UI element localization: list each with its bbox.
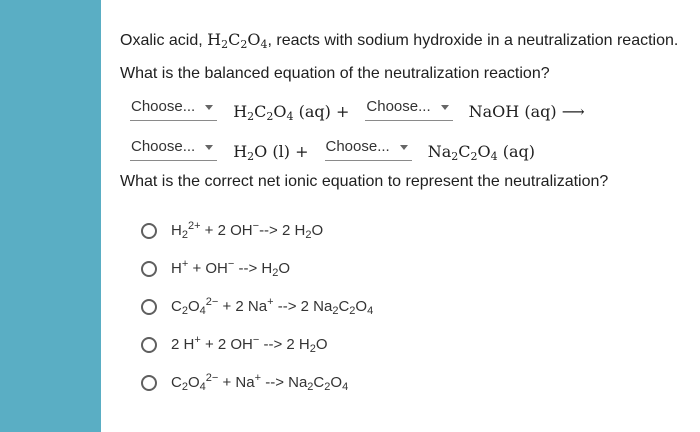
water-term: $H_2O$ (l) + (233, 142, 309, 163)
answer-option-2[interactable]: H+ + OH− --> $H_2O$ (141, 260, 290, 277)
question-1-prompt: What is the balanced equation of the neutralization reaction? (120, 65, 550, 82)
question-1-text: Oxalic acid, $H_2C_2O_4$, reacts with sodium hydroxide in a neutralization reaction. (120, 30, 679, 51)
answer-option-5[interactable]: $C_2O_4^{2-} + Na^+$ --> $Na_2C_2O_4$ (141, 374, 348, 391)
reaction-arrow: ⟶ (561, 102, 585, 121)
chevron-down-icon (400, 145, 408, 150)
radio-button[interactable] (141, 223, 157, 239)
chevron-down-icon (441, 105, 449, 110)
oxalic-acid-term: $H_2C_2O_4$ (aq) + (233, 102, 350, 123)
naoh-term: NaOH (aq) ⟶ (468, 102, 585, 121)
coefficient-select-naoh[interactable]: Choose... (365, 98, 452, 121)
answer-option-4[interactable]: 2 H+ + 2 OH− --> 2 $H_2O$ (141, 336, 328, 353)
coefficient-select-oxalic-acid[interactable]: Choose... (130, 98, 217, 121)
sodium-oxalate-term: $Na_2C_2O_4$ (aq) (427, 142, 535, 163)
question-content (120, 0, 695, 432)
equation-row-reactants (130, 98, 585, 121)
radio-button[interactable] (141, 299, 157, 315)
equation-row-products (130, 138, 535, 161)
chevron-down-icon (205, 145, 213, 150)
oxalic-acid-formula: $H_2C_2O_4$ (207, 30, 268, 51)
radio-button[interactable] (141, 337, 157, 353)
question-2-prompt: What is the correct net ionic equation to represent the neutralization? (120, 173, 609, 190)
coefficient-select-sodium-oxalate[interactable]: Choose... (325, 138, 412, 161)
radio-button[interactable] (141, 261, 157, 277)
left-sidebar-strip (0, 0, 101, 432)
coefficient-select-water[interactable]: Choose... (130, 138, 217, 161)
answer-option-1[interactable]: $H_2^{2+} + 2$ OH−--> 2 $H_2O$ (141, 222, 323, 239)
radio-button[interactable] (141, 375, 157, 391)
answer-option-3[interactable]: $C_2O_4^{2-} + 2$ Na+ --> 2 $Na_2C_2O_4$ (141, 298, 373, 315)
chevron-down-icon (205, 105, 213, 110)
